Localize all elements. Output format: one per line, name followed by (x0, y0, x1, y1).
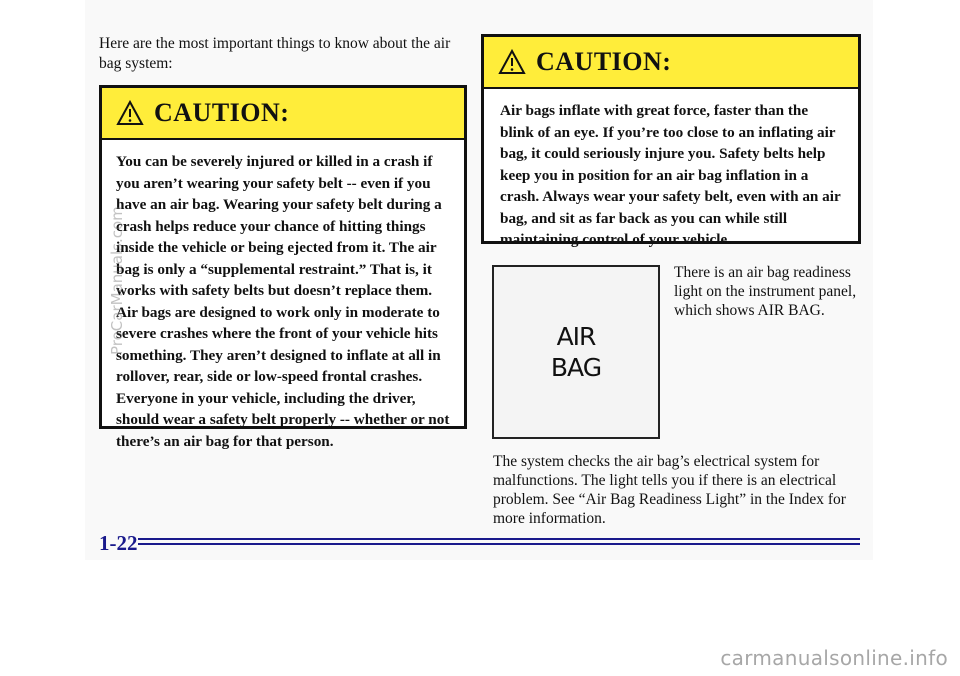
intro-text: Here are the most important things to know about the air bag system: (99, 35, 451, 72)
side-watermark: ProCarManuals.com (108, 206, 126, 355)
readiness-light-note: There is an air bag readiness light on the instrument panel, which shows AIR BAG. (674, 264, 857, 319)
caution-box-left (99, 85, 467, 450)
caution-box-right (481, 34, 861, 248)
air-bag-indicator-illustration (492, 265, 660, 439)
bottom-watermark: carmanualsonline.info (720, 646, 948, 670)
caution-body-text: You can be severely injured or killed in a crash if you aren’t wearing your safety belt -- even if you have an air bag. Wearing your safety belt during a crash helps reduce your chance of hitting things inside the vehicle or being ejected from it. The air bag is only a “supplemental restraint.” That is, it works with safety belts but doesn’t replace them. Air bags are designed to work only in moderate to severe crashes where the front of your vehicle hits something. They aren’t designed to inflate at all in rollover, rear, side or low-speed frontal crashes. Everyone in your vehicle, including the driver, should wear a safety belt properly -- whether or not there’s an air bag for that person. (116, 153, 450, 450)
footer-rule (138, 538, 860, 545)
warning-triangle-icon (116, 100, 144, 126)
caution-heading: CAUTION: (154, 98, 290, 127)
page-number: 1-22 (99, 531, 138, 555)
warning-triangle-icon (498, 49, 526, 75)
caution-heading: CAUTION: (536, 47, 672, 76)
caution-header (102, 88, 464, 140)
air-bag-indicator-label: AIR BAG (550, 322, 602, 382)
caution-header (484, 37, 858, 89)
caution-body-text: Air bags inflate with great force, faster than the blink of an eye. If you’re too close to an inflating air bag, it could seriously injure you. Safety belts help keep you in position for an air bag inflation in a crash. Always wear your safety belt, even with an air bag, and sit as far back as you can while still maintaining control of your vehicle. (500, 102, 841, 248)
system-check-paragraph: The system checks the air bag’s electrical system for malfunctions. The light tells you if there is an electrical problem. See “Air Bag Readiness Light” in the Index for more information. (493, 453, 846, 527)
